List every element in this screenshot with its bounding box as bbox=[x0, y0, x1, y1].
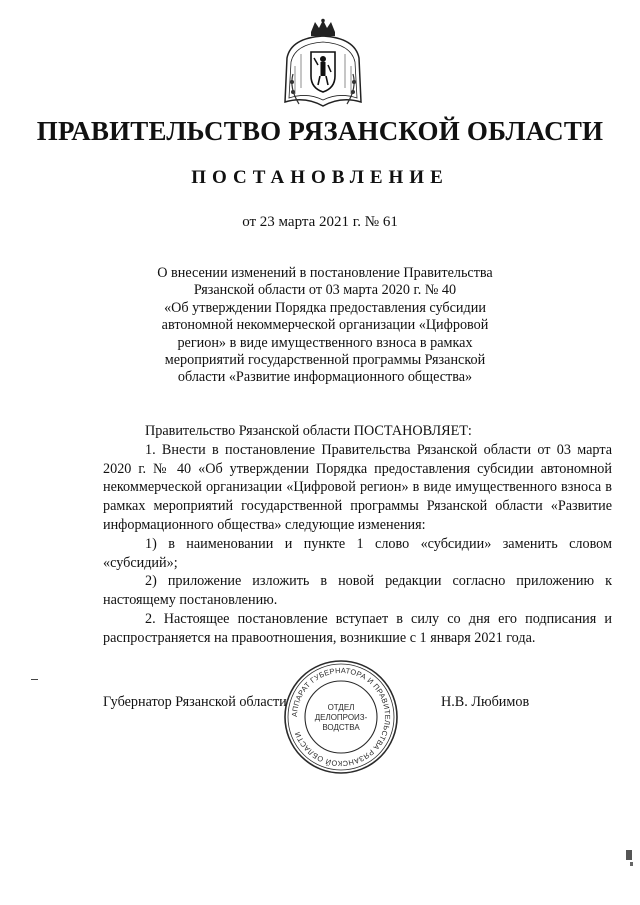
clause-2: 2. Настоящее постановление вступает в силу со дня его подписания и распространяется на правоотношения, возникшие с 1 января 2021 года. bbox=[103, 610, 612, 646]
stamp-line: ДЕЛОПРОИЗ- bbox=[314, 713, 368, 722]
government-title: ПРАВИТЕЛЬСТВО РЯЗАНСКОЙ ОБЛАСТИ bbox=[36, 116, 604, 146]
clause-1: 1. Внести в постановление Правительства Рязанской области от 03 марта 2020 г. № 40 «Об утверждении Порядка предоставления субсидии автономной некоммерческой организации «Цифровой регион» в виде имущественного взноса в рамках мероприятий государственной программы Рязанской области «Развитие информационного общества» следующие изменения: bbox=[103, 441, 612, 533]
subject-line: мероприятий государственной программы Рязанской bbox=[164, 352, 486, 369]
scan-mark bbox=[626, 850, 632, 860]
subject-line: «Об утверждении Порядка предоставления субсидии bbox=[164, 299, 486, 316]
subject-line: области «Развитие информационного общества» bbox=[177, 369, 473, 386]
subject-line: регион» в виде имущественного взноса в рамках bbox=[177, 334, 473, 351]
document-subject bbox=[140, 265, 510, 387]
stamp-center-text bbox=[311, 703, 371, 733]
scan-mark bbox=[630, 862, 633, 866]
document-body bbox=[103, 422, 612, 648]
stamp-line: ОТДЕЛ bbox=[327, 703, 355, 712]
preamble: Правительство Рязанской области ПОСТАНОВЛЯЕТ: bbox=[145, 423, 472, 439]
coat-of-arms-icon bbox=[281, 18, 365, 110]
subject-line: автономной некоммерческой организации «Цифровой bbox=[161, 317, 489, 334]
clause-1-sub-1: 1) в наименовании и пункте 1 слово «субсидии» заменить словом «субсидий»; bbox=[103, 535, 612, 571]
subject-line: Рязанской области от 03 марта 2020 г. № 40 bbox=[193, 282, 457, 299]
document-date-number: от 23 марта 2021 г. № 61 bbox=[242, 214, 398, 230]
stamp-ring-text: АППАРАТ ГУБЕРНАТОРА И ПРАВИТЕЛЬСТВА РЯЗАНСКОЙ ОБЛАСТИ bbox=[289, 665, 393, 769]
subject-line: О внесении изменений в постановление Правительства bbox=[157, 265, 493, 281]
signatory-position: Губернатор Рязанской области bbox=[103, 694, 287, 710]
document-type: ПОСТАНОВЛЕНИЕ bbox=[191, 167, 449, 188]
stamp-line: ВОДСТВА bbox=[322, 723, 360, 732]
signatory-name: Н.В. Любимов bbox=[441, 694, 530, 710]
clause-1-sub-2: 2) приложение изложить в новой редакции согласно приложению к настоящему постановлению. bbox=[103, 573, 612, 609]
scan-mark bbox=[31, 679, 38, 680]
